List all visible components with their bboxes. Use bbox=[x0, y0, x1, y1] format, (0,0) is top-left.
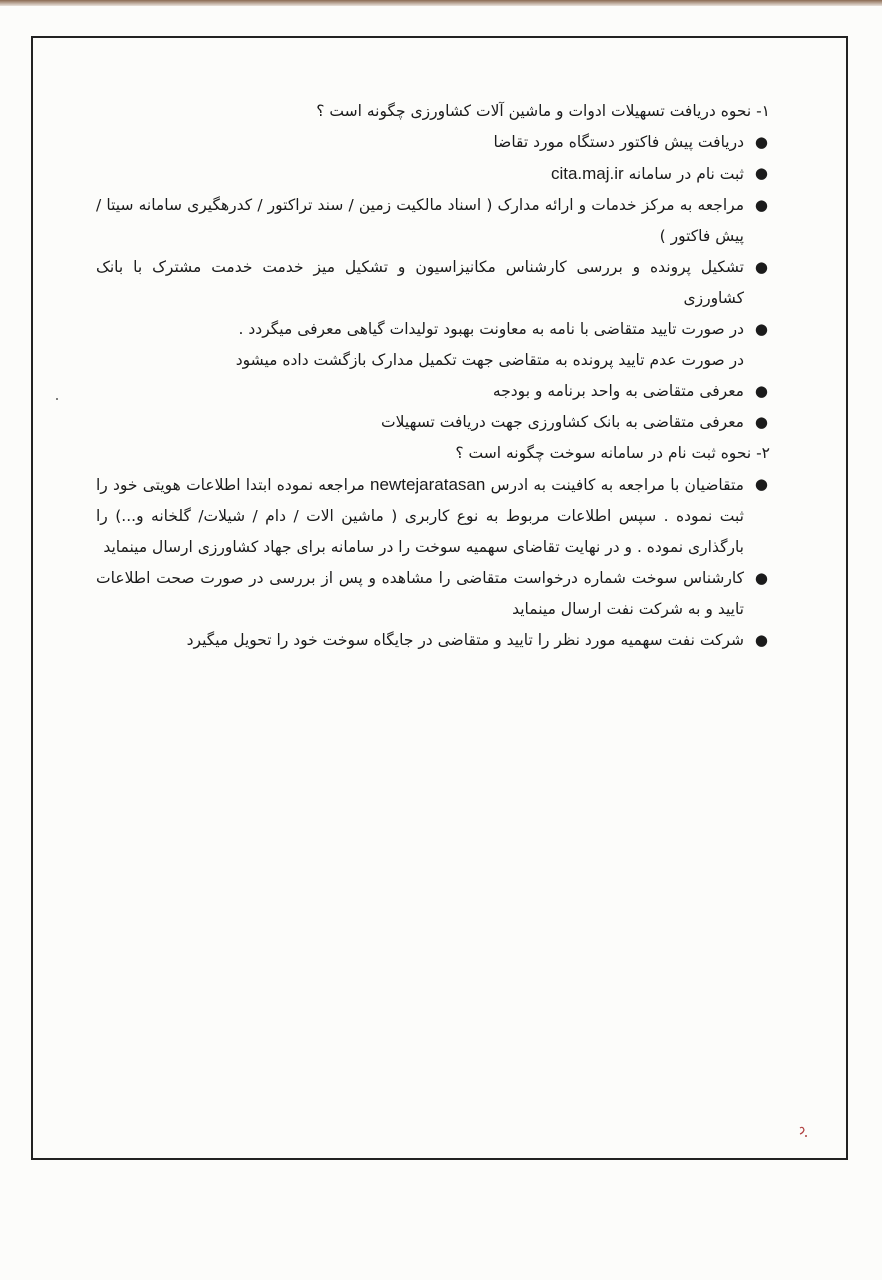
list-item-text: تشکیل پرونده و بررسی کارشناس مکانیزاسیون و تشکیل میز خدمت خدمت مشترک با بانک کشاورزی bbox=[96, 258, 744, 307]
page-top-edge bbox=[0, 0, 882, 6]
document-body bbox=[96, 96, 770, 656]
list-item-text: متقاضیان با مراجعه به کافینت به ادرس bbox=[490, 476, 744, 494]
bullet-icon: ● bbox=[754, 631, 768, 649]
website-address: newtejaratasan bbox=[370, 475, 486, 494]
stray-ink-dot bbox=[56, 398, 58, 400]
website-address: cita.maj.ir bbox=[550, 164, 624, 183]
list-item-text: ثبت نام در سامانه bbox=[628, 165, 744, 183]
bullet-icon: ● bbox=[754, 320, 768, 338]
section-2-heading: ۲- نحوه ثبت نام در سامانه سوخت چگونه است ؟ bbox=[455, 444, 770, 462]
list-item-text: کارشناس سوخت شماره درخواست متقاضی را مشاهده و پس از بررسی در صورت صحت اطلاعات تایید و به شرکت نفت ارسال مینماید bbox=[96, 569, 744, 618]
bullet-icon: ● bbox=[754, 382, 768, 400]
initial-mark-icon bbox=[798, 1126, 808, 1138]
list-item bbox=[96, 625, 770, 656]
list-item-text: در صورت تایید متقاضی با نامه به معاونت بهبود تولیدات گیاهی معرفی میگردد . bbox=[238, 320, 744, 338]
list-item bbox=[96, 314, 770, 376]
list-item bbox=[96, 158, 770, 190]
list-item bbox=[96, 190, 770, 252]
bullet-icon: ● bbox=[754, 413, 768, 431]
section-2-list bbox=[96, 469, 770, 656]
list-item-text: معرفی متقاضی به واحد برنامه و بودجه bbox=[492, 382, 744, 400]
list-item bbox=[96, 469, 770, 563]
list-item bbox=[96, 127, 770, 158]
bullet-icon: ● bbox=[754, 475, 768, 493]
list-item-text-continued: مراجعه نموده ابتدا اطلاعات هویتی خود را ثبت نموده . سپس اطلاعات مربوط به نوع کاربری ( ماشین الات / دام / شیلات/ گلخانه و...) را بارگذاری نموده . و در نهایت تقاضای سهمیه سوخت را در سامانه برای جهاد کشاورزی ارسال مینماید bbox=[96, 476, 744, 556]
list-item bbox=[96, 376, 770, 407]
bullet-icon: ● bbox=[754, 196, 768, 214]
bullet-icon: ● bbox=[754, 133, 768, 151]
list-item bbox=[96, 407, 770, 438]
bullet-icon: ● bbox=[754, 258, 768, 276]
list-item bbox=[96, 563, 770, 625]
section-1-heading: ۱- نحوه دریافت تسهیلات ادوات و ماشین آلات کشاورزی چگونه است ؟ bbox=[316, 102, 770, 120]
list-item-text: مراجعه به مرکز خدمات و ارائه مدارک ( اسناد مالکیت زمین / سند تراکتور / کدرهگیری سامانه سیتا / پیش فاکتور ) bbox=[96, 196, 744, 245]
bullet-icon: ● bbox=[754, 164, 768, 182]
section-1-list bbox=[96, 127, 770, 438]
list-item-text: معرفی متقاضی به بانک کشاورزی جهت دریافت تسهیلات bbox=[381, 413, 744, 431]
list-item-text-continued: در صورت عدم تایید پرونده به متقاضی جهت تکمیل مدارک بازگشت داده میشود bbox=[235, 351, 744, 369]
list-item bbox=[96, 252, 770, 314]
bullet-icon: ● bbox=[754, 569, 768, 587]
list-item-text: دریافت پیش فاکتور دستگاه مورد تقاضا bbox=[493, 133, 744, 151]
list-item-text: شرکت نفت سهمیه مورد نظر را تایید و متقاضی در جایگاه سوخت خود را تحویل میگیرد bbox=[186, 631, 744, 649]
